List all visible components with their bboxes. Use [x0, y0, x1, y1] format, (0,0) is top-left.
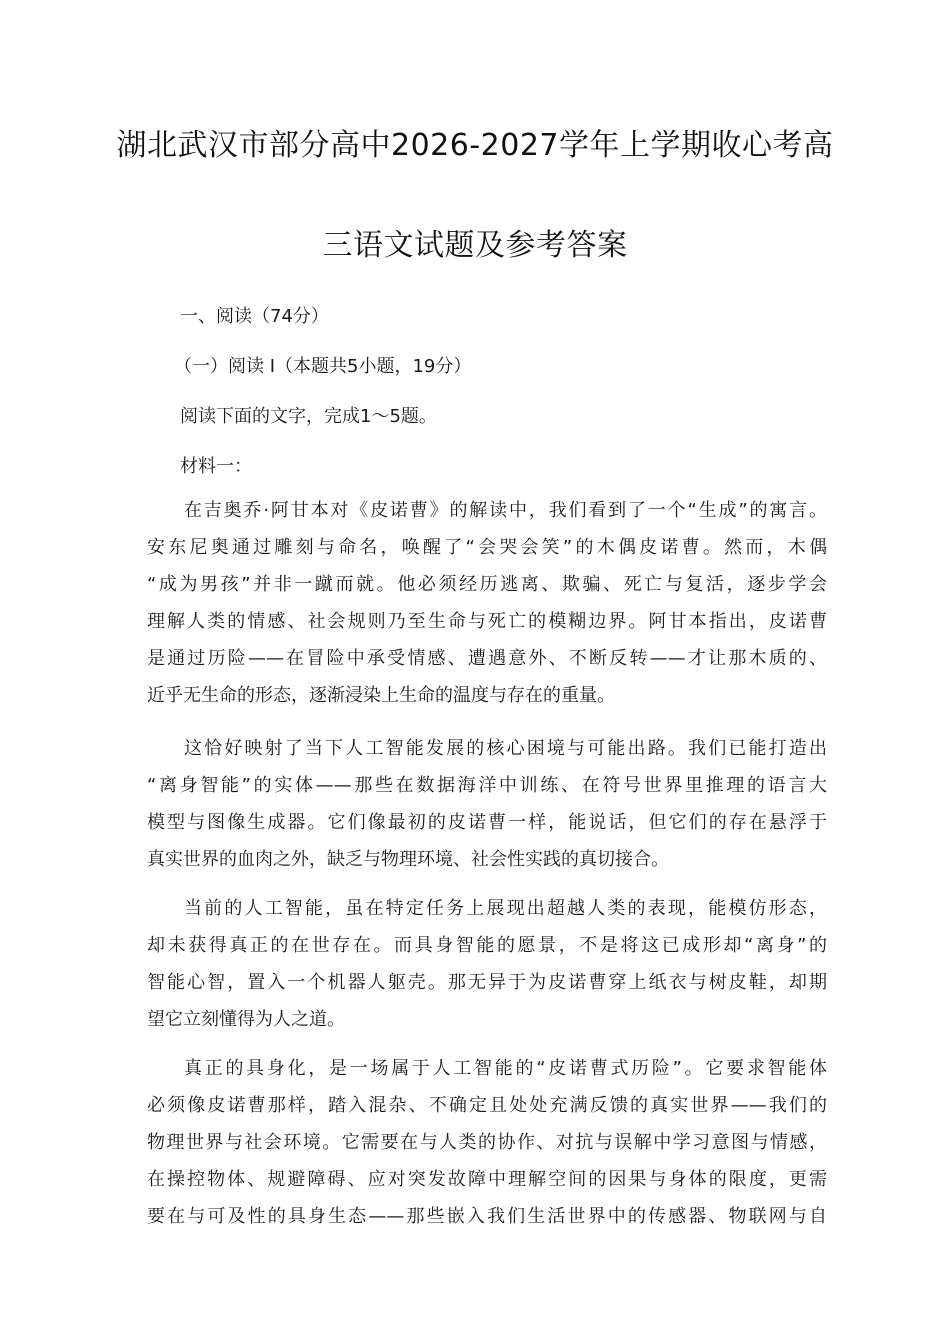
paragraph-4	[147, 1050, 827, 1235]
paragraph-line: “成为男孩”并非一蹴而就。他必须经历逃离、欺骗、死亡与复活，逐步学会	[147, 574, 827, 595]
paragraph-line: 在操控物体、规避障碍、应对突发故障中理解空间的因果与身体的限度，更需	[147, 1169, 827, 1190]
paragraph-line: 真正的具身化，是一场属于人工智能的“皮诺曹式历险”。它要求智能体	[184, 1058, 827, 1079]
paragraph-line: 模型与图像生成器。它们像最初的皮诺曹一样，能说话，但它们的存在悬浮于	[147, 812, 827, 833]
paragraph-2	[147, 730, 827, 878]
document-title-line-1: 湖北武汉市部分高中2026-2027学年上学期收心考高	[116, 128, 834, 163]
paragraph-3	[147, 890, 827, 1038]
paragraph-line: 近乎无生命的形态，逐渐浸染上生命的温度与存在的重量。	[147, 685, 615, 706]
instruction-text: 阅读下面的文字，完成1～5题。	[180, 406, 437, 427]
paragraph-1	[147, 492, 827, 714]
paragraph-line: 智能心智，置入一个机器人躯壳。那无异于为皮诺曹穿上纸衣与树皮鞋，却期	[147, 972, 827, 993]
paragraph-line: 真实世界的血肉之外，缺乏与物理环境、社会性实践的真切接合。	[147, 849, 669, 870]
paragraph-line: 当前的人工智能，虽在特定任务上展现出超越人类的表现，能模仿形态，	[184, 898, 827, 919]
material-label: 材料一：	[180, 456, 252, 477]
paragraph-line: 理解人类的情感、社会规则乃至生命与死亡的模糊边界。阿甘本指出，皮诺曹	[147, 611, 827, 632]
paragraph-line: 必须像皮诺曹那样，踏入混杂、不确定且处处充满反馈的真实世界——我们的	[147, 1095, 827, 1116]
paragraph-line: 物理世界与社会环境。它需要在与人类的协作、对抗与误解中学习意图与情感，	[147, 1132, 827, 1153]
paragraph-line: 望它立刻懂得为人之道。	[147, 1009, 345, 1030]
section-heading: 一、阅读（74分）	[180, 306, 329, 327]
paragraph-line: 安东尼奥通过雕刻与命名，唤醒了“会哭会笑”的木偶皮诺曹。然而，木偶	[147, 537, 827, 558]
paragraph-line: 却未获得真正的在世存在。而具身智能的愿景，不是将这已成形却“离身”的	[147, 935, 827, 956]
paragraph-line: 这恰好映射了当下人工智能发展的核心困境与可能出路。我们已能打造出	[184, 738, 827, 759]
paragraph-line: 在吉奥乔·阿甘本对《皮诺曹》的解读中，我们看到了一个“生成”的寓言。	[184, 500, 827, 521]
paragraph-line: 要在与可及性的具身生态——那些嵌入我们生活世界中的传感器、物联网与自	[147, 1206, 827, 1227]
paragraph-line: 是通过历险——在冒险中承受情感、遭遇意外、不断反转——才让那木质的、	[147, 648, 827, 669]
subsection-heading: （一）阅读 I（本题共5小题，19分）	[174, 356, 472, 377]
paragraph-line: “离身智能”的实体——那些在数据海洋中训练、在符号世界里推理的语言大	[147, 775, 827, 796]
document-title-line-2: 三语文试题及参考答案	[322, 228, 628, 263]
